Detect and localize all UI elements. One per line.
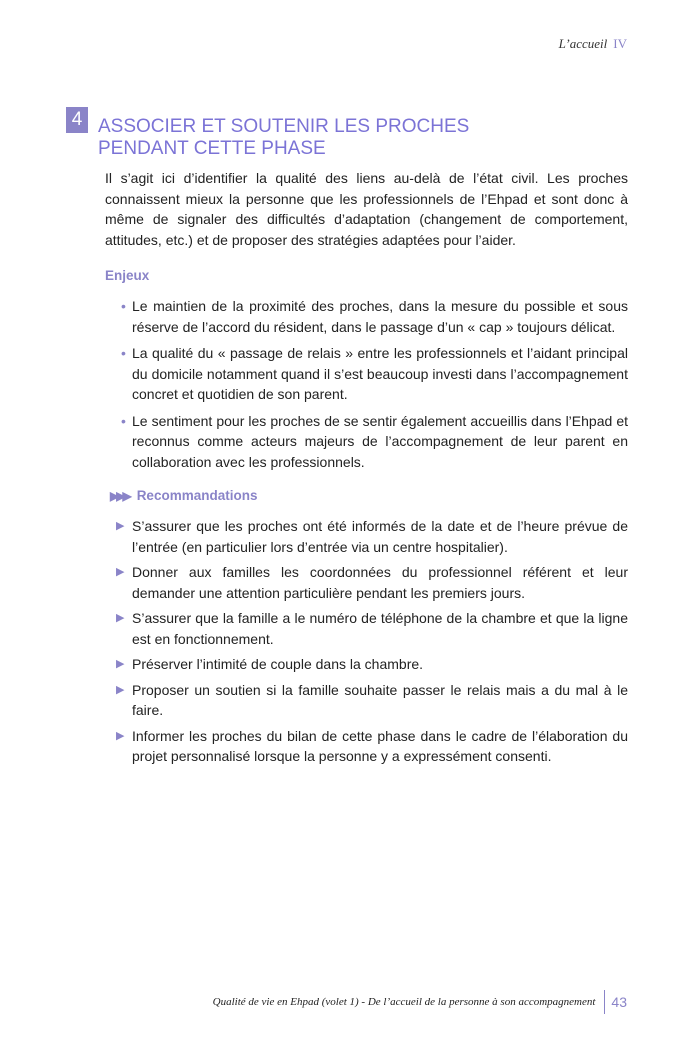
recommandation-item-text: S’assurer que les proches ont été informés de la date et de l’heure prévue de l’entrée (en particulier lors d’entrée via un centre hospitalier).	[132, 518, 628, 555]
recommandation-item	[105, 562, 628, 603]
footer-text: Qualité de vie en Ehpad (volet 1) - De l’accueil de la personne à son accompagnement	[212, 996, 596, 1008]
recommandations-list	[105, 516, 628, 767]
recommandation-item	[105, 516, 628, 557]
recommandations-heading-row	[110, 488, 628, 503]
recommandation-item	[105, 680, 628, 721]
enjeux-item-text: Le sentiment pour les proches de se sentir également accueillis dans l’Ehpad et reconnus comme acteurs majeurs de l’accompagnement de leur parent en collaboration avec les professionnels.	[132, 412, 628, 470]
bullet-dot-icon: •	[121, 345, 126, 361]
bullet-dot-icon: •	[121, 298, 126, 314]
chapter-title: L’accueil	[558, 36, 608, 51]
recommandation-item-text: Donner aux familles les coordonnées du professionnel référent et leur demander une attention particulière pendant les premiers jours.	[132, 564, 628, 601]
page-number: 43	[611, 994, 627, 1010]
triangle-bullet-icon: ▶	[116, 566, 125, 578]
section-number-badge: 4	[66, 107, 88, 133]
intro-paragraph: Il s’agit ici d’identifier la qualité des liens au-delà de l’état civil. Les proches connaissent mieux la personne que les professionnels de l’Ehpad et sont donc à même de signaler des difficultés d’adaptation (changement de comportement, attitudes, etc.) et de proposer des stratégies adaptées pour l’aider.	[105, 170, 628, 248]
recommandation-item	[105, 654, 628, 675]
triangle-bullet-icon: ▶	[116, 658, 125, 670]
recommandation-item-text: Préserver l’intimité de couple dans la chambre.	[132, 656, 424, 672]
footer-divider	[604, 990, 605, 1014]
enjeux-item	[105, 296, 628, 337]
page-footer	[213, 990, 627, 1014]
main-content	[105, 168, 628, 772]
enjeux-item-text: Le maintien de la proximité des proches, dans la mesure du possible et sous réserve de l’accord du résident, dans le passage d’un « cap » toujours délicat.	[132, 298, 628, 335]
triple-arrow-icon: ▶▶▶	[110, 489, 129, 503]
recommandation-item	[105, 726, 628, 767]
enjeux-item-text: La qualité du « passage de relais » entre les professionnels et l’aidant principal du domicile notamment quand il s’est beaucoup investi dans l’accompagnement concret et quotidien de son parent.	[132, 345, 628, 402]
triangle-bullet-icon: ▶	[116, 729, 125, 742]
section-title-line-1: ASSOCIER ET SOUTENIR LES PROCHES	[98, 116, 470, 137]
recommandation-item-text: S’assurer que la famille a le numéro de téléphone de la chambre et que la ligne est en fonctionnement.	[132, 610, 628, 647]
section-title	[98, 116, 618, 160]
recommandations-heading: Recommandations	[136, 488, 258, 503]
recommandation-item-text: Proposer un soutien si la famille souhaite passer le relais mais a du mal à le faire.	[132, 681, 628, 718]
triangle-bullet-icon: ▶	[116, 683, 125, 696]
recommandation-item	[105, 608, 628, 649]
enjeux-item	[105, 411, 628, 473]
recommandation-item-text: Informer les proches du bilan de cette phase dans le cadre de l’élaboration du projet personnalisé lorsque la personne y a expressément consenti.	[132, 727, 628, 764]
enjeux-list	[105, 296, 628, 472]
chapter-number: IV	[613, 36, 627, 51]
triangle-bullet-icon: ▶	[116, 612, 125, 624]
enjeux-heading: Enjeux	[105, 268, 150, 283]
bullet-dot-icon: •	[121, 412, 126, 429]
enjeux-item	[105, 343, 628, 405]
triangle-bullet-icon: ▶	[116, 520, 125, 532]
running-header	[559, 36, 627, 52]
section-title-line-2: PENDANT CETTE PHASE	[98, 138, 326, 159]
